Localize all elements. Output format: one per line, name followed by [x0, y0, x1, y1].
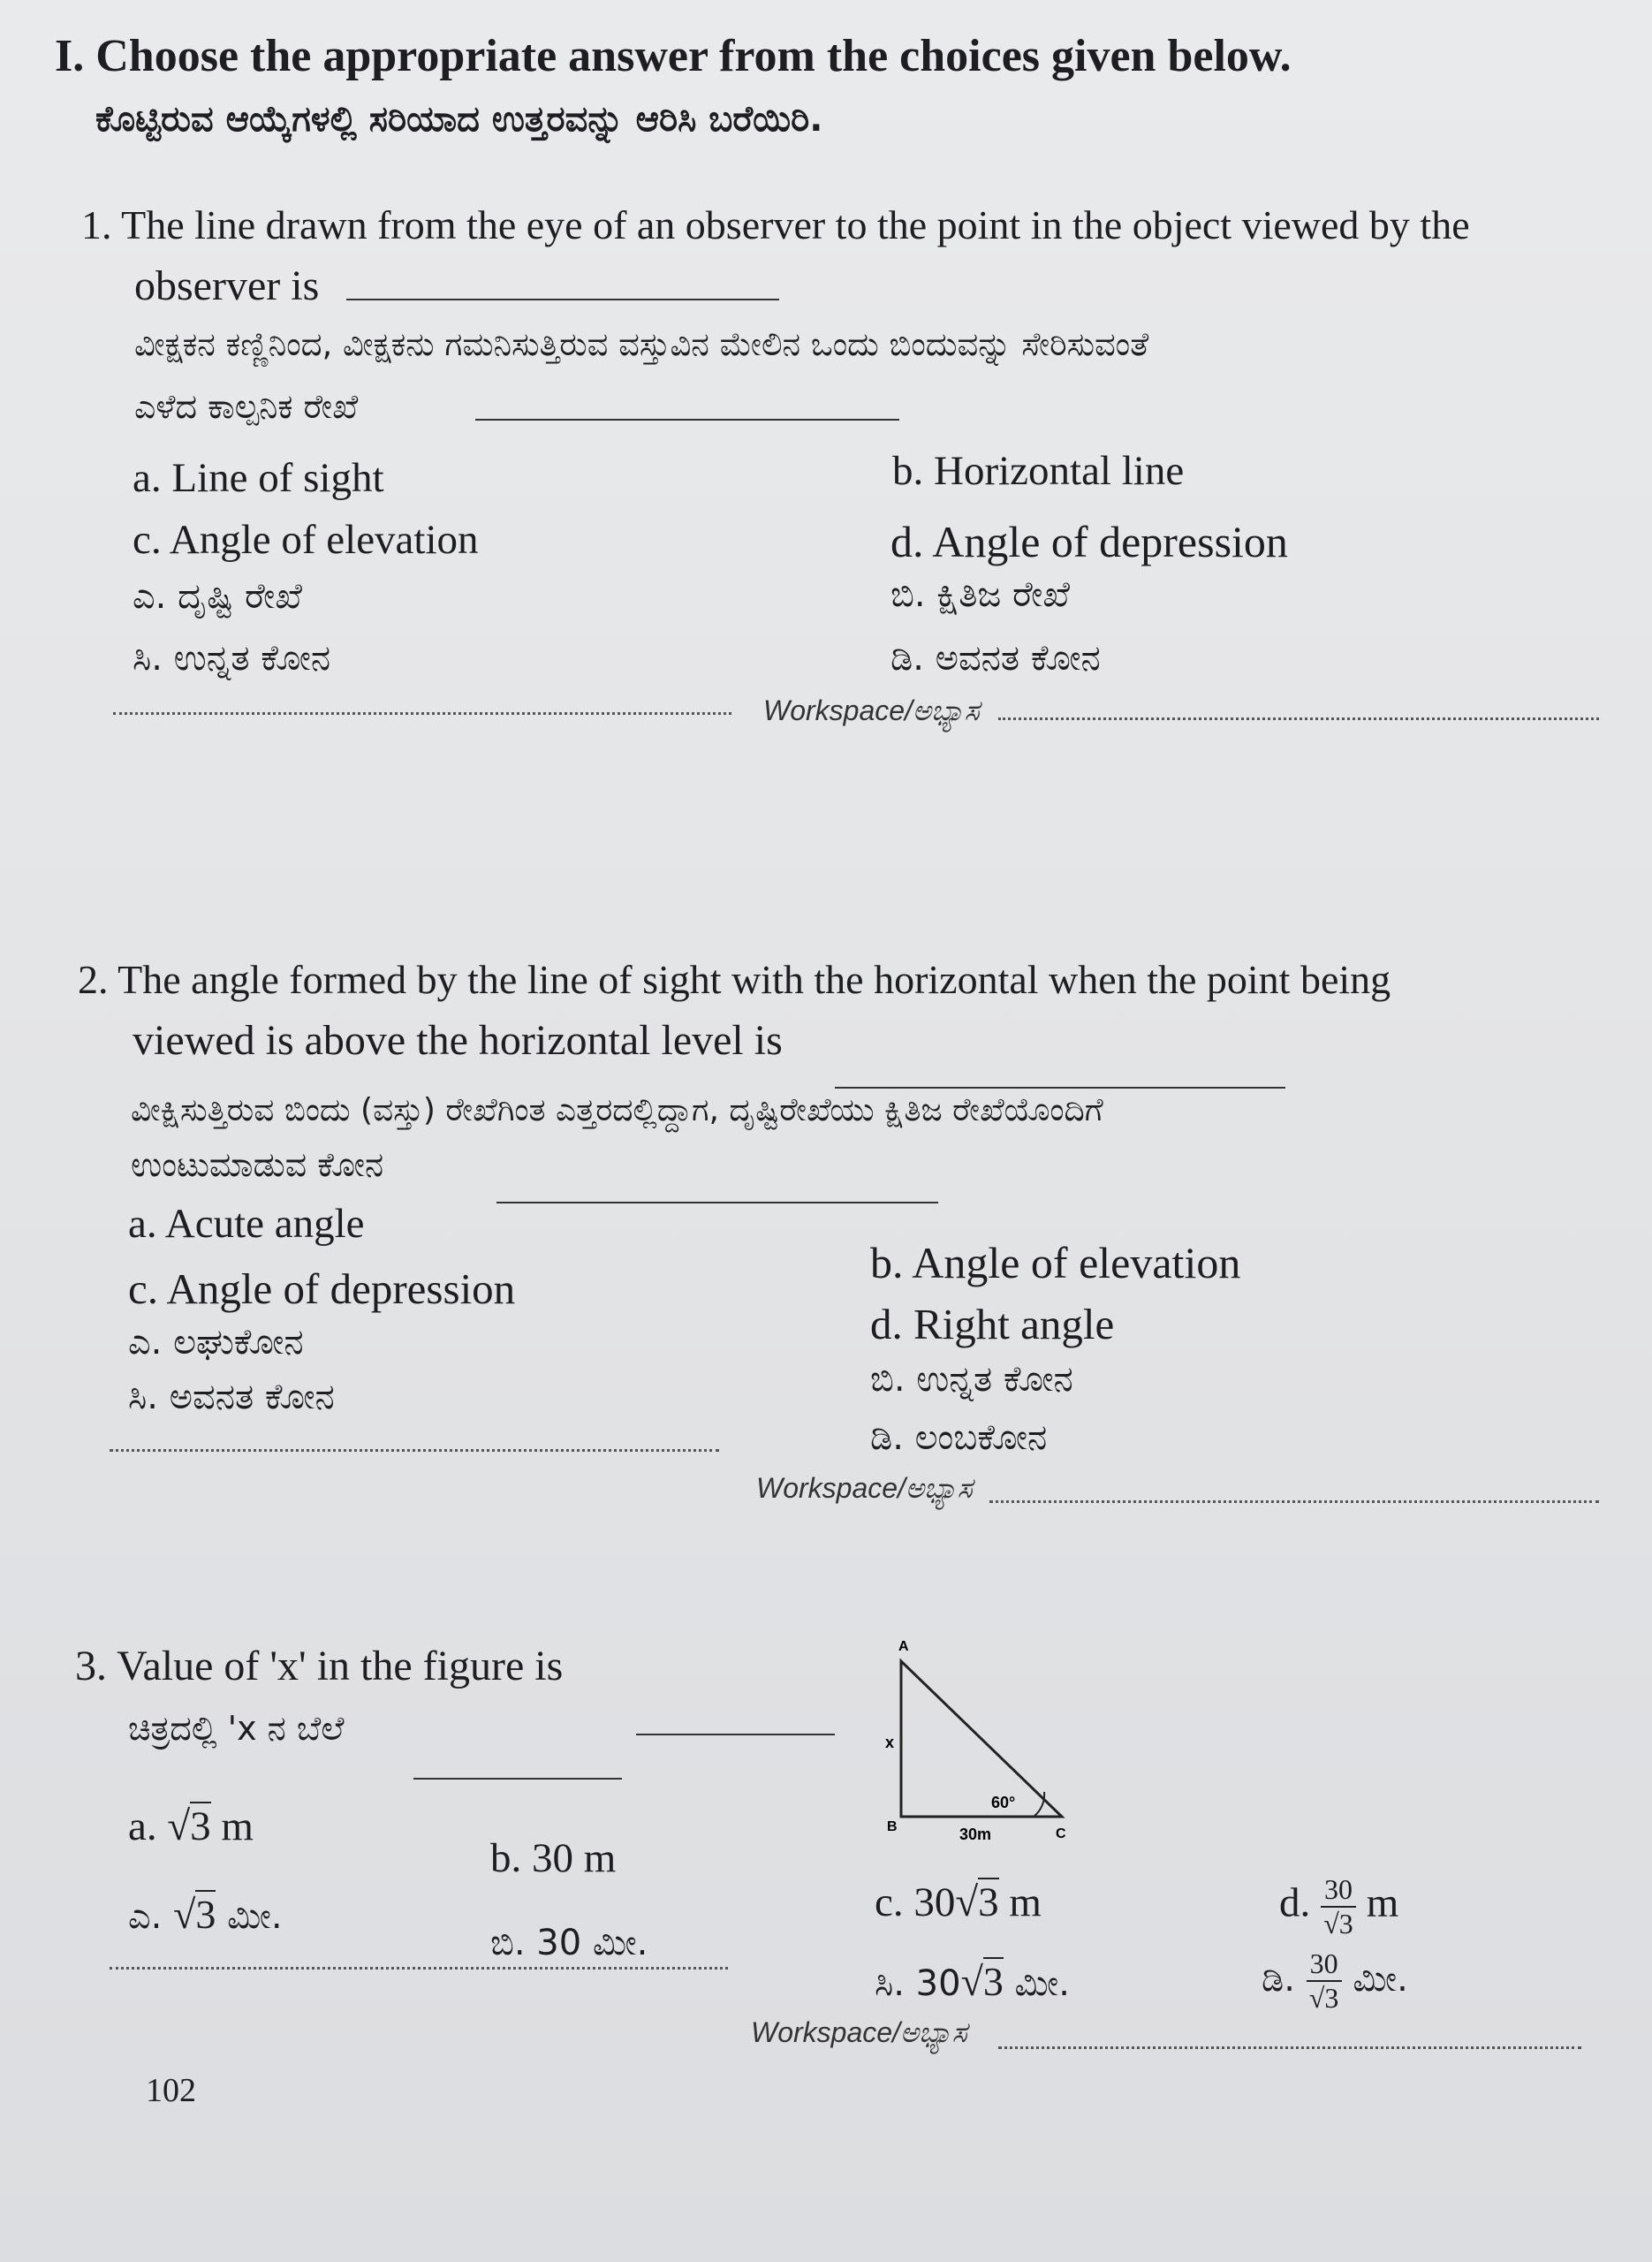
triangle-figure [875, 1635, 1087, 1856]
q3-option-c-unit: m [1009, 1879, 1042, 1925]
workspace-divider-right [998, 717, 1599, 720]
vertex-label-a: A [898, 1639, 909, 1654]
q2-kannada-option-b: ಬಿ. ಉನ್ನತ ಕೋನ [870, 1359, 1073, 1400]
fraction [1307, 1947, 1342, 2015]
workspace-divider-right [998, 2046, 1581, 2049]
q3-kannada-option-c-prefix: ಸಿ. 30 [875, 1963, 961, 2004]
q3-kannada-option-d [1262, 1947, 1408, 2015]
sqrt-symbol: √ [167, 1803, 191, 1849]
q1-kannada-option-d: ಡಿ. ಅವನತ ಕೋನ [890, 638, 1101, 679]
q1-kannada-line1: ವೀಕ್ಷಕನ ಕಣ್ಣಿನಿಂದ, ವೀಕ್ಷಕನು ಗಮನಿಸುತ್ತಿರುವ ವಸ್ತುವಿನ ಮೇಲಿನ ಒಂದು ಬಿಂದುವನ್ನು ಸೇರಿಸುವಂತೆ [134, 325, 1149, 363]
section-heading: I. Choose the appropriate answer from the choices given below. [55, 31, 1292, 81]
q3-kannada-option-c [875, 1958, 1070, 2005]
angle-label: 60° [991, 1794, 1016, 1811]
fraction-denominator-radicand: 3 [1324, 1981, 1339, 2014]
workspace-divider-right [989, 1500, 1599, 1503]
q3-kannada-option-a [128, 1891, 283, 1938]
q3-text-line1: 3. Value of 'x' in the figure is [75, 1643, 564, 1689]
q3-option-d-prefix: d. [1279, 1879, 1311, 1926]
page-number: 102 [146, 2072, 196, 2109]
sqrt-symbol: √ [173, 1892, 196, 1937]
workspace-label: Workspace/ಅಭ್ಯಾಸ [756, 1472, 973, 1504]
q3-option-c-prefix: c. 30 [875, 1879, 956, 1925]
q3-kannada-option-d-prefix: ಡಿ. [1262, 1958, 1295, 2000]
q1-kannada-option-c: ಸಿ. ಉನ್ನತ ಕೋನ [133, 638, 331, 679]
q1-option-d: d. Angle of depression [890, 517, 1288, 566]
q1-option-a: a. Line of sight [133, 455, 384, 501]
section-heading-kannada: ಕೊಟ್ಟಿರುವ ಆಯ್ಕೆಗಳಲ್ಲಿ ಸರಿಯಾದ ಉತ್ತರವನ್ನು ಆರಿಸಿ ಬರೆಯಿರಿ. [95, 99, 823, 140]
q2-option-a: a. Acute angle [128, 1201, 365, 1247]
q3-kannada-option-a-unit: ಮೀ. [227, 1896, 283, 1937]
q2-kannada-blank [496, 1202, 938, 1203]
q2-option-d: d. Right angle [870, 1300, 1115, 1348]
workspace-divider-left [113, 712, 731, 715]
workspace-divider-left [110, 1967, 728, 1970]
vertex-label-b: B [887, 1819, 898, 1834]
sqrt-symbol: √ [955, 1879, 979, 1925]
q1-option-c: c. Angle of elevation [133, 517, 479, 563]
q3-option-a-prefix: a. [128, 1803, 157, 1849]
q2-kannada-line2: ಉಂಟುಮಾಡುವ ಕೋನ [131, 1145, 384, 1184]
q3-kannada-option-b: ಬಿ. 30 ಮೀ. [490, 1923, 648, 1963]
q1-kannada-blank [475, 419, 899, 421]
q3-kannada-option-d-unit: ಮೀ. [1353, 1958, 1408, 2000]
base-label: 30m [959, 1826, 992, 1843]
q3-kannada-option-a-radicand: 3 [195, 1892, 216, 1937]
workspace-label: Workspace/ಅಭ್ಯಾಸ [751, 2016, 967, 2048]
q2-text-line2: viewed is above the horizontal level is [133, 1017, 783, 1064]
q1-kannada-line2: ಎಳೆದ ಕಾಲ್ಪನಿಕ ರೇಖೆ [134, 387, 359, 426]
fraction-numerator: 30 [1307, 1947, 1342, 1982]
q3-answer-blank [636, 1734, 835, 1735]
q1-option-b: b. Horizontal line [892, 448, 1185, 494]
q3-option-c-radicand: 3 [978, 1879, 999, 1925]
sqrt-symbol: √ [1308, 1981, 1325, 2014]
fraction-numerator: 30 [1321, 1873, 1356, 1908]
q1-text-line1: 1. The line drawn from the eye of an observer to the point in the object viewed by the [81, 202, 1470, 247]
q2-kannada-option-c: ಸಿ. ಅವನತ ಕೋನ [128, 1377, 335, 1417]
q3-kannada-option-c-unit: ಮೀ. [1014, 1963, 1071, 2004]
q3-kannada-line1: ಚಿತ್ರದಲ್ಲಿ 'x ನ ಬೆಲೆ [128, 1709, 345, 1748]
q3-kannada-option-a-prefix: ಎ. [128, 1896, 163, 1937]
q3-option-c [875, 1879, 1042, 1926]
q2-text-line1: 2. The angle formed by the line of sight with the horizontal when the point being [78, 957, 1391, 1002]
q2-kannada-line1: ವೀಕ್ಷಿಸುತ್ತಿರುವ ಬಿಂದು (ವಸ್ತು) ರೇಖೆಗಿಂತ ಎತ್ತರದಲ್ಲಿದ್ದಾಗ, ದೃಷ್ಟಿರೇಖೆಯು ಕ್ಷಿತಿಜ ರೇಖೆಯೊಂದಿಗೆ [131, 1092, 1103, 1128]
workspace-divider-left [110, 1449, 719, 1452]
q1-kannada-option-b: ಬಿ. ಕ್ಷಿತಿಜ ರೇಖೆ [890, 574, 1071, 615]
q3-option-b: b. 30 m [490, 1835, 617, 1881]
triangle-abc [901, 1661, 1062, 1817]
fraction [1321, 1873, 1356, 1940]
q2-option-b: b. Angle of elevation [870, 1238, 1241, 1287]
fraction-denominator [1309, 1982, 1339, 2015]
q1-text-line2: observer is [134, 262, 320, 309]
q3-option-a-radicand: 3 [190, 1803, 211, 1849]
fraction-denominator-radicand: 3 [1338, 1907, 1353, 1939]
sqrt-symbol: √ [1323, 1907, 1339, 1939]
q3-kannada-blank [413, 1778, 622, 1780]
q3-option-a-unit: m [221, 1803, 254, 1849]
q2-kannada-option-a: ಎ. ಲಘುಕೋನ [128, 1322, 304, 1363]
q3-option-d-unit: m [1366, 1879, 1399, 1926]
q1-kannada-option-a: ಎ. ದೃಷ್ಟಿ ರೇಖೆ [133, 576, 302, 617]
q2-answer-blank [835, 1087, 1285, 1089]
side-label-x: x [885, 1734, 895, 1751]
q1-answer-blank [346, 299, 779, 300]
vertex-label-c: C [1056, 1826, 1066, 1841]
q3-option-a [128, 1803, 254, 1850]
q2-option-c: c. Angle of depression [128, 1264, 516, 1313]
sqrt-symbol: √ [960, 1959, 983, 2004]
q3-option-d [1279, 1873, 1398, 1940]
fraction-denominator [1323, 1908, 1353, 1940]
q3-kannada-option-c-radicand: 3 [982, 1959, 1004, 2004]
workspace-label: Workspace/ಅಭ್ಯಾಸ [763, 695, 980, 726]
q2-kannada-option-d: ಡಿ. ಲಂಬಕೋನ [870, 1417, 1048, 1458]
